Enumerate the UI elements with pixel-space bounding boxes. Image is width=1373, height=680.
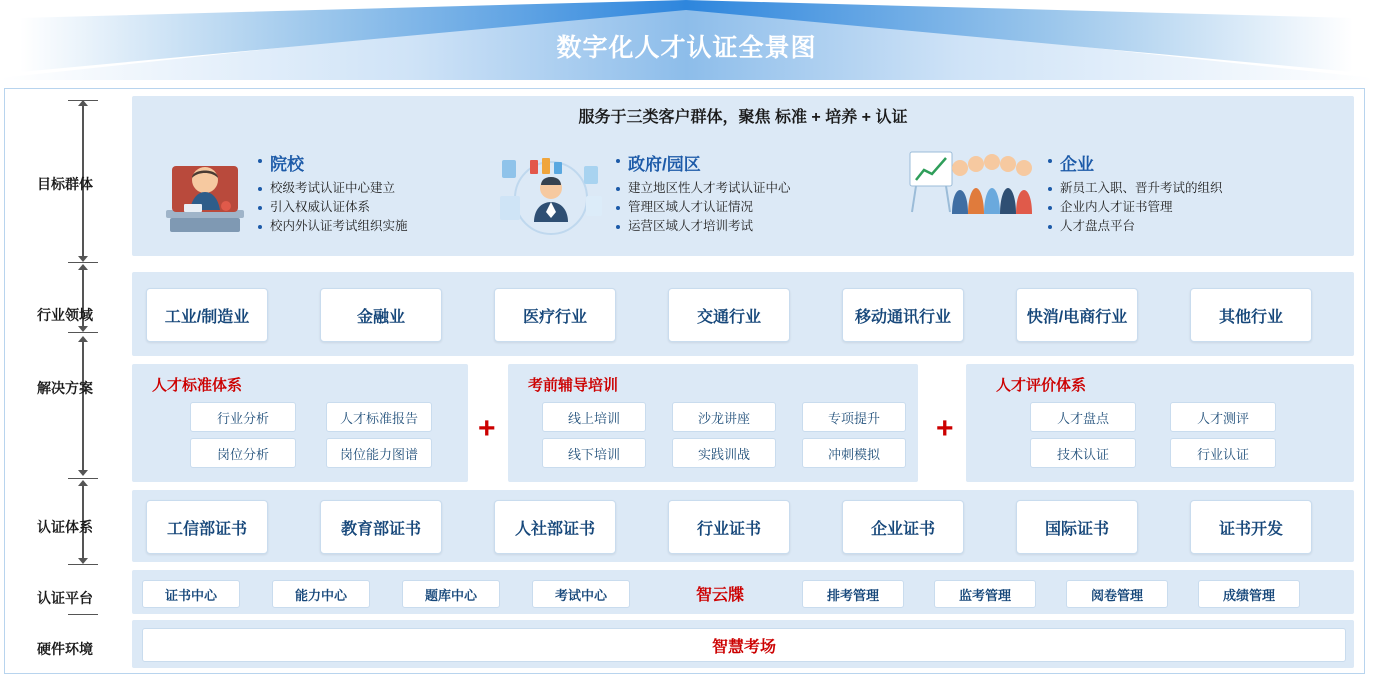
solution-item[interactable]: 人才测评 <box>1170 402 1276 432</box>
teacher-illustration-icon <box>160 154 250 239</box>
solution-item[interactable]: 人才盘点 <box>1030 402 1136 432</box>
plus-symbol: + <box>478 412 496 445</box>
platform-item[interactable]: 证书中心 <box>142 580 240 608</box>
list-item: 建立地区性人才考试认证中心 <box>614 179 914 198</box>
platform-item[interactable]: 排考管理 <box>802 580 904 608</box>
platform-item[interactable]: 监考管理 <box>934 580 1036 608</box>
platform-item[interactable]: 考试中心 <box>532 580 630 608</box>
target-group-government <box>496 150 916 250</box>
enterprise-illustration-icon <box>908 146 1038 241</box>
list-item: 校内外认证考试组织实施 <box>256 217 556 236</box>
certification-card[interactable]: 证书开发 <box>1190 500 1312 554</box>
solution-title: 人才标准体系 <box>152 377 243 394</box>
row-label-platform: 认证平台 <box>37 590 93 606</box>
list-item: 企业内人才证书管理 <box>1046 198 1346 217</box>
row-label-hardware: 硬件环境 <box>37 641 93 657</box>
industry-card[interactable]: 交通行业 <box>668 288 790 342</box>
solution-item[interactable]: 行业分析 <box>190 402 296 432</box>
list-item: 人才盘点平台 <box>1046 217 1346 236</box>
hardware-card[interactable]: 智慧考场 <box>142 628 1346 662</box>
group-title: 院校 <box>270 155 304 174</box>
solution-item[interactable]: 技术认证 <box>1030 438 1136 468</box>
solution-item[interactable]: 沙龙讲座 <box>672 402 776 432</box>
industry-card[interactable]: 工业/制造业 <box>146 288 268 342</box>
certification-card[interactable]: 教育部证书 <box>320 500 442 554</box>
industry-card[interactable]: 快消/电商行业 <box>1016 288 1138 342</box>
industry-card[interactable]: 金融业 <box>320 288 442 342</box>
title-banner <box>0 0 1373 80</box>
certification-card[interactable]: 工信部证书 <box>146 500 268 554</box>
list-item: 校级考试认证中心建立 <box>256 179 556 198</box>
tick <box>68 262 98 263</box>
row-label-solution: 解决方案 <box>37 380 93 396</box>
platform-item[interactable]: 成绩管理 <box>1198 580 1300 608</box>
tick <box>68 332 98 333</box>
certification-card[interactable]: 企业证书 <box>842 500 964 554</box>
platform-item[interactable]: 题库中心 <box>402 580 500 608</box>
page-title: 数字化人才认证全景图 <box>556 34 817 62</box>
tick <box>68 614 98 615</box>
solution-item[interactable]: 岗位能力图谱 <box>326 438 432 468</box>
solution-item[interactable]: 线下培训 <box>542 438 646 468</box>
group-title-row <box>614 150 914 179</box>
row-label-column <box>6 92 124 672</box>
industry-card[interactable]: 医疗行业 <box>494 288 616 342</box>
row-label-target-group: 目标群体 <box>37 176 93 192</box>
solution-title: 人才评价体系 <box>996 377 1087 394</box>
industry-card[interactable]: 其他行业 <box>1190 288 1312 342</box>
group-title: 政府/园区 <box>628 155 701 174</box>
solution-title: 考前辅导培训 <box>528 377 619 394</box>
certification-card[interactable]: 行业证书 <box>668 500 790 554</box>
government-illustration-icon <box>496 150 606 240</box>
row-label-certification: 认证体系 <box>37 519 93 535</box>
platform-item[interactable]: 阅卷管理 <box>1066 580 1168 608</box>
platform-item[interactable]: 能力中心 <box>272 580 370 608</box>
row-label-industry: 行业领域 <box>37 307 93 323</box>
list-item: 引入权威认证体系 <box>256 198 556 217</box>
certification-card[interactable]: 国际证书 <box>1016 500 1138 554</box>
solution-item[interactable]: 冲刺模拟 <box>802 438 906 468</box>
group-title-row <box>1046 150 1346 179</box>
solution-item[interactable]: 岗位分析 <box>190 438 296 468</box>
solution-item[interactable]: 人才标准报告 <box>326 402 432 432</box>
list-item: 管理区域人才认证情况 <box>614 198 914 217</box>
group-bullets <box>1046 179 1346 236</box>
group-bullets <box>614 179 914 236</box>
group-title: 企业 <box>1060 155 1094 174</box>
list-item: 运营区域人才培训考试 <box>614 217 914 236</box>
platform-item-highlight[interactable]: 智云牒 <box>695 586 744 604</box>
range-arrow <box>82 342 84 470</box>
tick <box>68 478 98 479</box>
solution-item[interactable]: 专项提升 <box>802 402 906 432</box>
solution-item[interactable]: 行业认证 <box>1170 438 1276 468</box>
solution-item[interactable]: 线上培训 <box>542 402 646 432</box>
certification-card[interactable]: 人社部证书 <box>494 500 616 554</box>
tick <box>68 564 98 565</box>
solution-item[interactable]: 实践训战 <box>672 438 776 468</box>
industry-card[interactable]: 移动通讯行业 <box>842 288 964 342</box>
plus-symbol: + <box>936 412 954 445</box>
target-group-enterprise <box>908 150 1338 250</box>
list-item: 新员工入职、晋升考试的组织 <box>1046 179 1346 198</box>
target-group-heading: 服务于三类客户群体，聚焦 标准 + 培养 + 认证 <box>578 109 908 126</box>
